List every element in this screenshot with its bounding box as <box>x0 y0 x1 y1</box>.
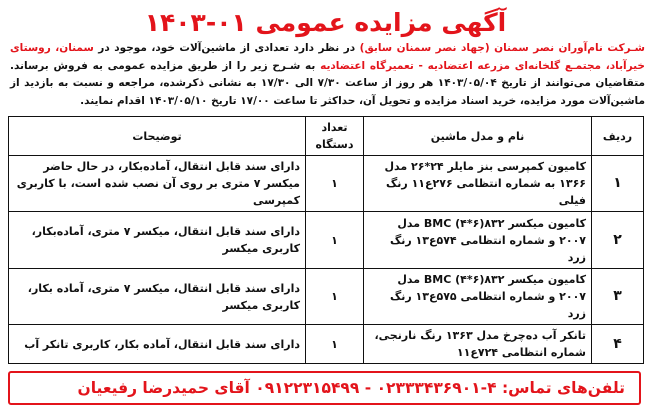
machine-name: تانکر آب ده‌چرخ مدل ۱۳۶۳ رنگ نارنجی، شماره انتظامی ۷۲۴ع۱۱ <box>364 325 592 364</box>
machine-count: ۱ <box>306 268 364 324</box>
header-machine-name: نام و مدل ماشین <box>364 117 592 156</box>
company-name: شـرکت نام‌آوران نصر سمنان (جهاد نصر سمنان سابق) <box>359 42 645 54</box>
table-row <box>9 156 644 212</box>
table-header-row <box>9 117 644 156</box>
row-number: ۲ <box>592 212 644 268</box>
intro-text-2: به شـرح زیر را از طریق مزایده عمومی به فروش برساند. متقاضیان می‌توانند از تاریخ ۱۴۰۳/۰۵/۰۴ هر روز از ساعت ۷/۳۰ الی ۱۷/۳۰ به نشانی ذکرشده، مراجعه و نسبت به بازدید از ماشین‌آلات مورد مزایده، خرید اسناد مزایده و تحویل آن، حداکثر تا ساعت ۱۷/۰۰ تاریخ ۱۴۰۳/۰۵/۱۰ اقدام نمایند. <box>10 59 646 107</box>
header-count: تعداد دستگاه <box>306 117 364 156</box>
header-row-number: ردیف <box>592 117 644 156</box>
table-row <box>9 268 644 324</box>
row-number: ۳ <box>592 268 644 324</box>
intro-text-1: در نظر دارد تعدادی از ماشین‌آلات خود، موجود در <box>93 42 360 54</box>
machine-name: کامیون میکسر BMC (۴*۶)۸۳۲ مدل ۲۰۰۷ و شماره انتظامی ۵۷۴ع۱۳ رنگ زرد <box>364 212 592 268</box>
machine-count: ۱ <box>306 156 364 212</box>
contact-box: تلفن‌های تماس: ۴-۰۲۳۳۳۴۳۶۹۰۱ - ۰۹۱۲۲۳۱۵۴۹۹ آقای حمیدرضا رفیعیان <box>8 371 641 405</box>
location-text: سمنان، روستای خیرآباد، مجتمـع گلخانه‌ای مزرعه اعتضادیه - تعمیرگاه اعتضادیه <box>10 42 645 72</box>
header-description: توضیحات <box>9 117 306 156</box>
table-row <box>9 212 644 268</box>
machine-count: ۱ <box>306 212 364 268</box>
machine-description: دارای سند قابل انتقال، آماده بکار، کاربری تانکر آب <box>9 325 306 364</box>
machine-description: دارای سند قابل انتقال، میکسر ۷ متری، آماده بکار، کاربری میکسر <box>9 268 306 324</box>
machine-description: دارای سند قابل انتقال، آماده‌بکار، در حال حاضر میکسر ۷ متری بر روی آن نصب شده است، با کاربری کمپرسی <box>9 156 306 212</box>
notice-intro <box>10 40 645 110</box>
machine-description: دارای سند قابل انتقال، میکسر ۷ متری، آماده‌بکار، کاربری میکسر <box>9 212 306 268</box>
table-row <box>9 325 644 364</box>
machine-count: ۱ <box>306 325 364 364</box>
machine-name: کامیون میکسر BMC (۴*۶)۸۳۲ مدل ۲۰۰۷ و شماره انتظامی ۵۷۵ع۱۳ رنگ زرد <box>364 268 592 324</box>
machines-table <box>8 116 644 364</box>
row-number: ۴ <box>592 325 644 364</box>
notice-title: آگهی مزایده عمومی ۰۱-۱۴۰۳ <box>144 8 507 37</box>
machine-name: کامیون کمپرسی بنز مایلر ۲۴*۲۶ مدل ۱۳۶۶ به شماره انتظامی ۲۷۶ع۱۱ رنگ فیلی <box>364 156 592 212</box>
row-number: ۱ <box>592 156 644 212</box>
